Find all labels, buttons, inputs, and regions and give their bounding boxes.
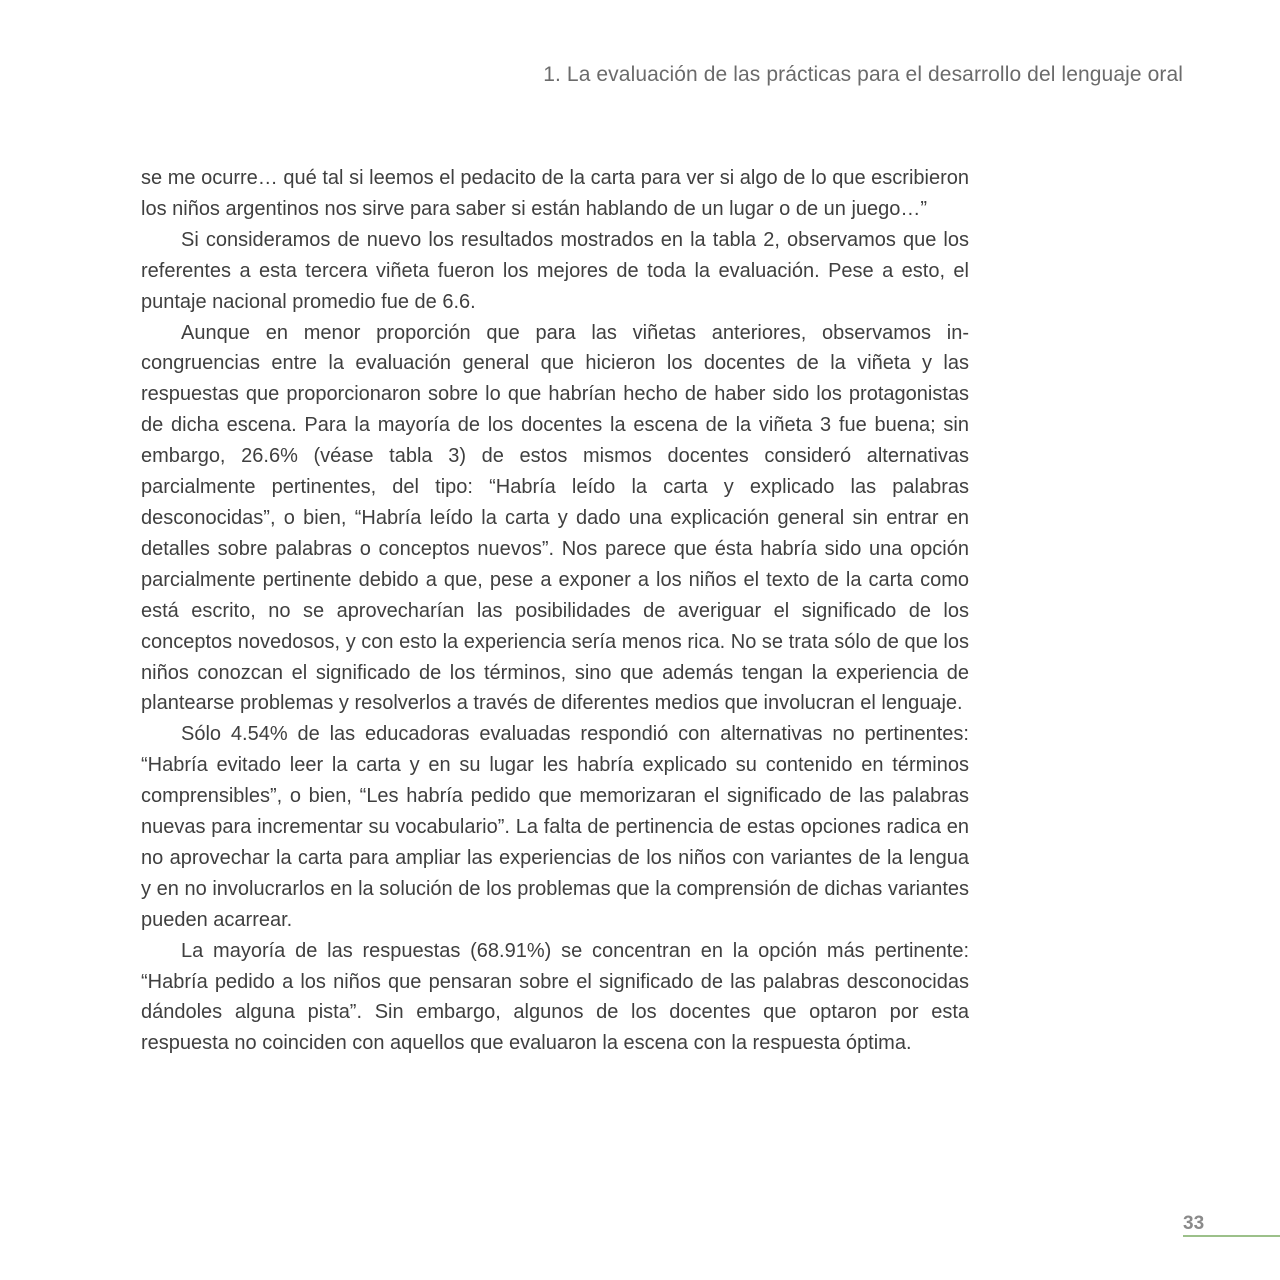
running-header-title: 1. La evaluación de las prácticas para el desarrollo del lenguaje oral (543, 63, 1183, 86)
paragraph-2: Si consideramos de nuevo los resultados mostrados en la tabla 2, observamos que los referentes a esta tercera viñeta fueron los mejores de toda la evaluación. Pese a esto, el puntaje nacional promedio fue de 6.6. (141, 228, 969, 313)
page-number: 33 (1183, 1213, 1205, 1234)
page-number-rule (1183, 1235, 1280, 1237)
paragraph-5: La mayoría de las respuestas (68.91%) se concentran en la opción más pertinente: “Habría pedido a los niños que pensaran sobre el significado de las palabras desconocidas dándoles alguna pista”. Sin embargo, algunos de los docentes que optaron por esta respuesta no coinciden con aquellos que evaluaron la escena con la respuesta óptima. (141, 939, 969, 1055)
body-text (141, 163, 969, 1059)
paragraph-4: Sólo 4.54% de las educadoras evaluadas respondió con alternativas no pertinentes: “Habría evitado leer la carta y en su lugar les habría explicado su contenido en términos comprensibles”, o bien, “Les habría pedido que memorizaran el significado de las palabras nuevas para incrementar su vocabulario”. La falta de pertinencia de estas opciones radica en no aprovechar la carta para ampliar las experiencias de los niños con variantes de la lengua y en no involucrarlos en la solución de los problemas que la comprensión de dichas variantes pueden acarrear. (141, 723, 969, 931)
paragraph-3: Aunque en menor proporción que para las viñetas anteriores, observamos incongruencias entre la evaluación general que hicieron los docentes de la viñeta y las respuestas que proporcionaron sobre lo que habrían hecho de haber sido los protagonistas de dicha escena. Para la mayoría de los docentes la escena de la viñeta 3 fue buena; sin embargo, 26.6% (véase tabla 3) de estos mismos docentes consideró alternativas parcialmente pertinentes, del tipo: “Habría leído la carta y explicado las palabras desconocidas”, o bien, “Habría leído la carta y dado una explicación general sin entrar en detalles sobre palabras o conceptos nuevos”. Nos parece que ésta habría sido una opción parcialmente pertinente debido a que, pese a exponer a los niños el texto de la carta como está escrito, no se aprovecharían las posibilidades de averiguar el significado de los conceptos novedosos, y con esto la experiencia sería menos rica. No se trata sólo de que los niños conozcan el significado de los términos, sino que además tengan la experiencia de plantearse problemas y resolverlos a través de diferentes medios que involucran el lenguaje. (141, 321, 969, 715)
paragraph-1: se me ocurre… qué tal si leemos el pedacito de la carta para ver si algo de lo que escribieron los niños argentinos nos sirve para saber si están hablando de un lugar o de un juego…” (141, 167, 969, 220)
